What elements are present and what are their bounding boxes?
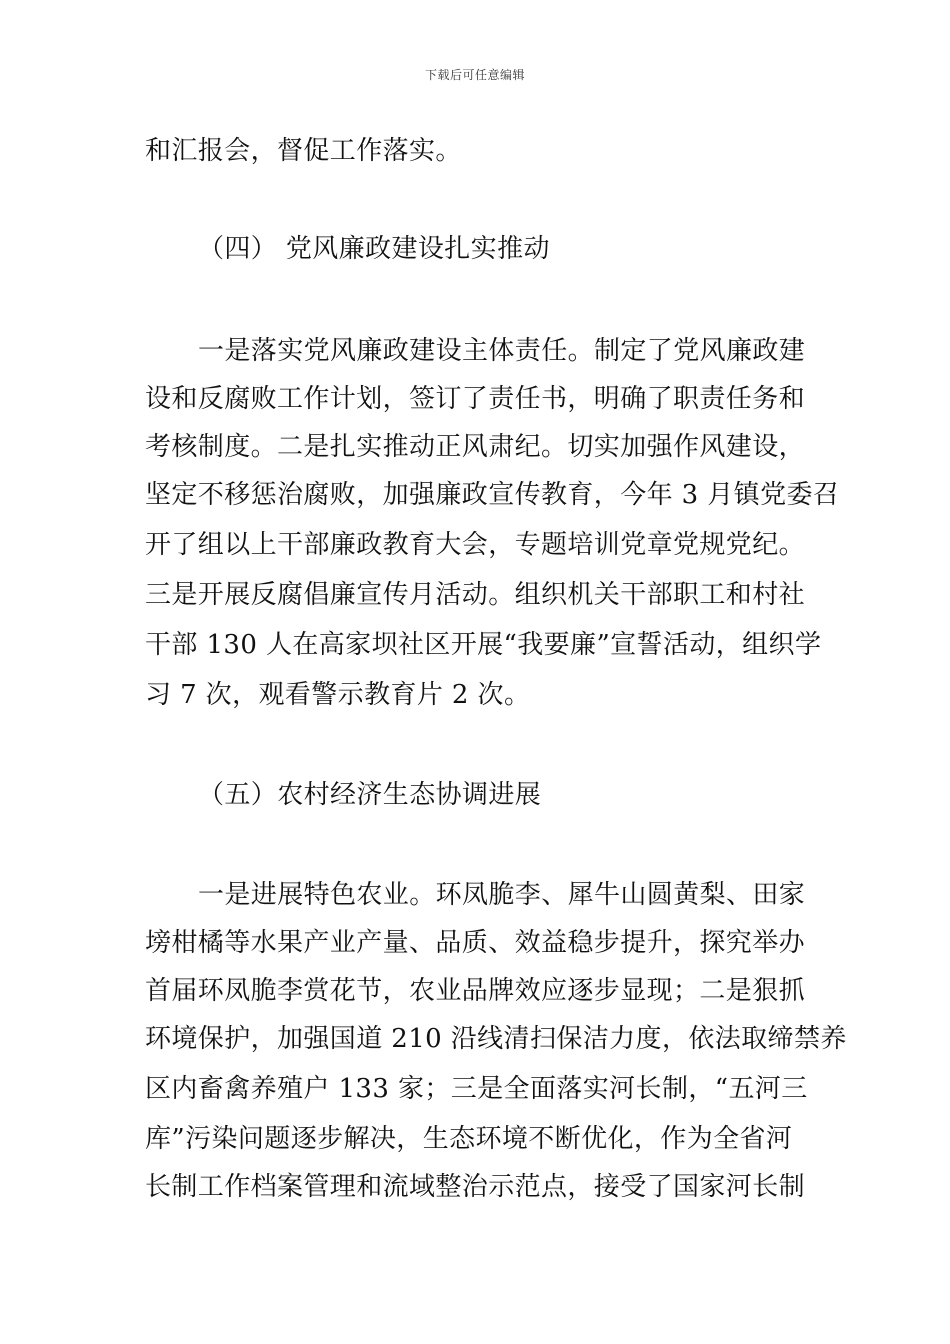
paragraph-line: 设和反腐败工作计划，签订了责任书，明确了职责任务和 [145, 384, 806, 414]
paragraph-line: 环境保护，加强国道 210 沿线清扫保洁力度，依法取缔禁养 [145, 1024, 847, 1054]
header-note: 下载后可任意编辑 [424, 68, 525, 82]
paragraph-line: 长制工作档案管理和流域整治示范点，接受了国家河长制 [145, 1172, 806, 1202]
paragraph-line: 塝柑橘等水果产业产量、品质、效益稳步提升，探究举办 [145, 928, 806, 958]
paragraph-line: 库”污染问题逐步解决，生态环境不断优化，作为全省河 [145, 1124, 793, 1154]
paragraph-line: 一是落实党风廉政建设主体责任。制定了党风廉政建 [198, 336, 806, 366]
section-heading-5: （五）农村经济生态协调进展 [198, 780, 542, 810]
paragraph-line: 首届环凤脆李赏花节，农业品牌效应逐步显现；二是狠抓 [145, 976, 806, 1006]
paragraph-line: 开了组以上干部廉政教育大会，专题培训党章党规党纪。 [145, 530, 806, 560]
paragraph-line: 区内畜禽养殖户 133 家；三是全面落实河长制，“五河三 [145, 1074, 808, 1104]
paragraph-line: 三是开展反腐倡廉宣传月活动。组织机关干部职工和村社 [145, 580, 806, 610]
paragraph-line: 干部 130 人在高家坝社区开展“我要廉”宣誓活动，组织学 [145, 630, 822, 660]
paragraph-line: 和汇报会，督促工作落实。 [145, 136, 462, 166]
paragraph-line: 坚定不移惩治腐败，加强廉政宣传教育，今年 3 月镇党委召 [145, 480, 840, 510]
paragraph-line: 一是进展特色农业。环凤脆李、犀牛山圆黄梨、田家 [198, 880, 806, 910]
paragraph-line: 考核制度。二是扎实推动正风肃纪。切实加强作风建设， [145, 432, 806, 462]
section-heading-4: （四） 党风廉政建设扎实推动 [198, 234, 550, 264]
paragraph-line: 习 7 次，观看警示教育片 2 次。 [145, 680, 531, 710]
